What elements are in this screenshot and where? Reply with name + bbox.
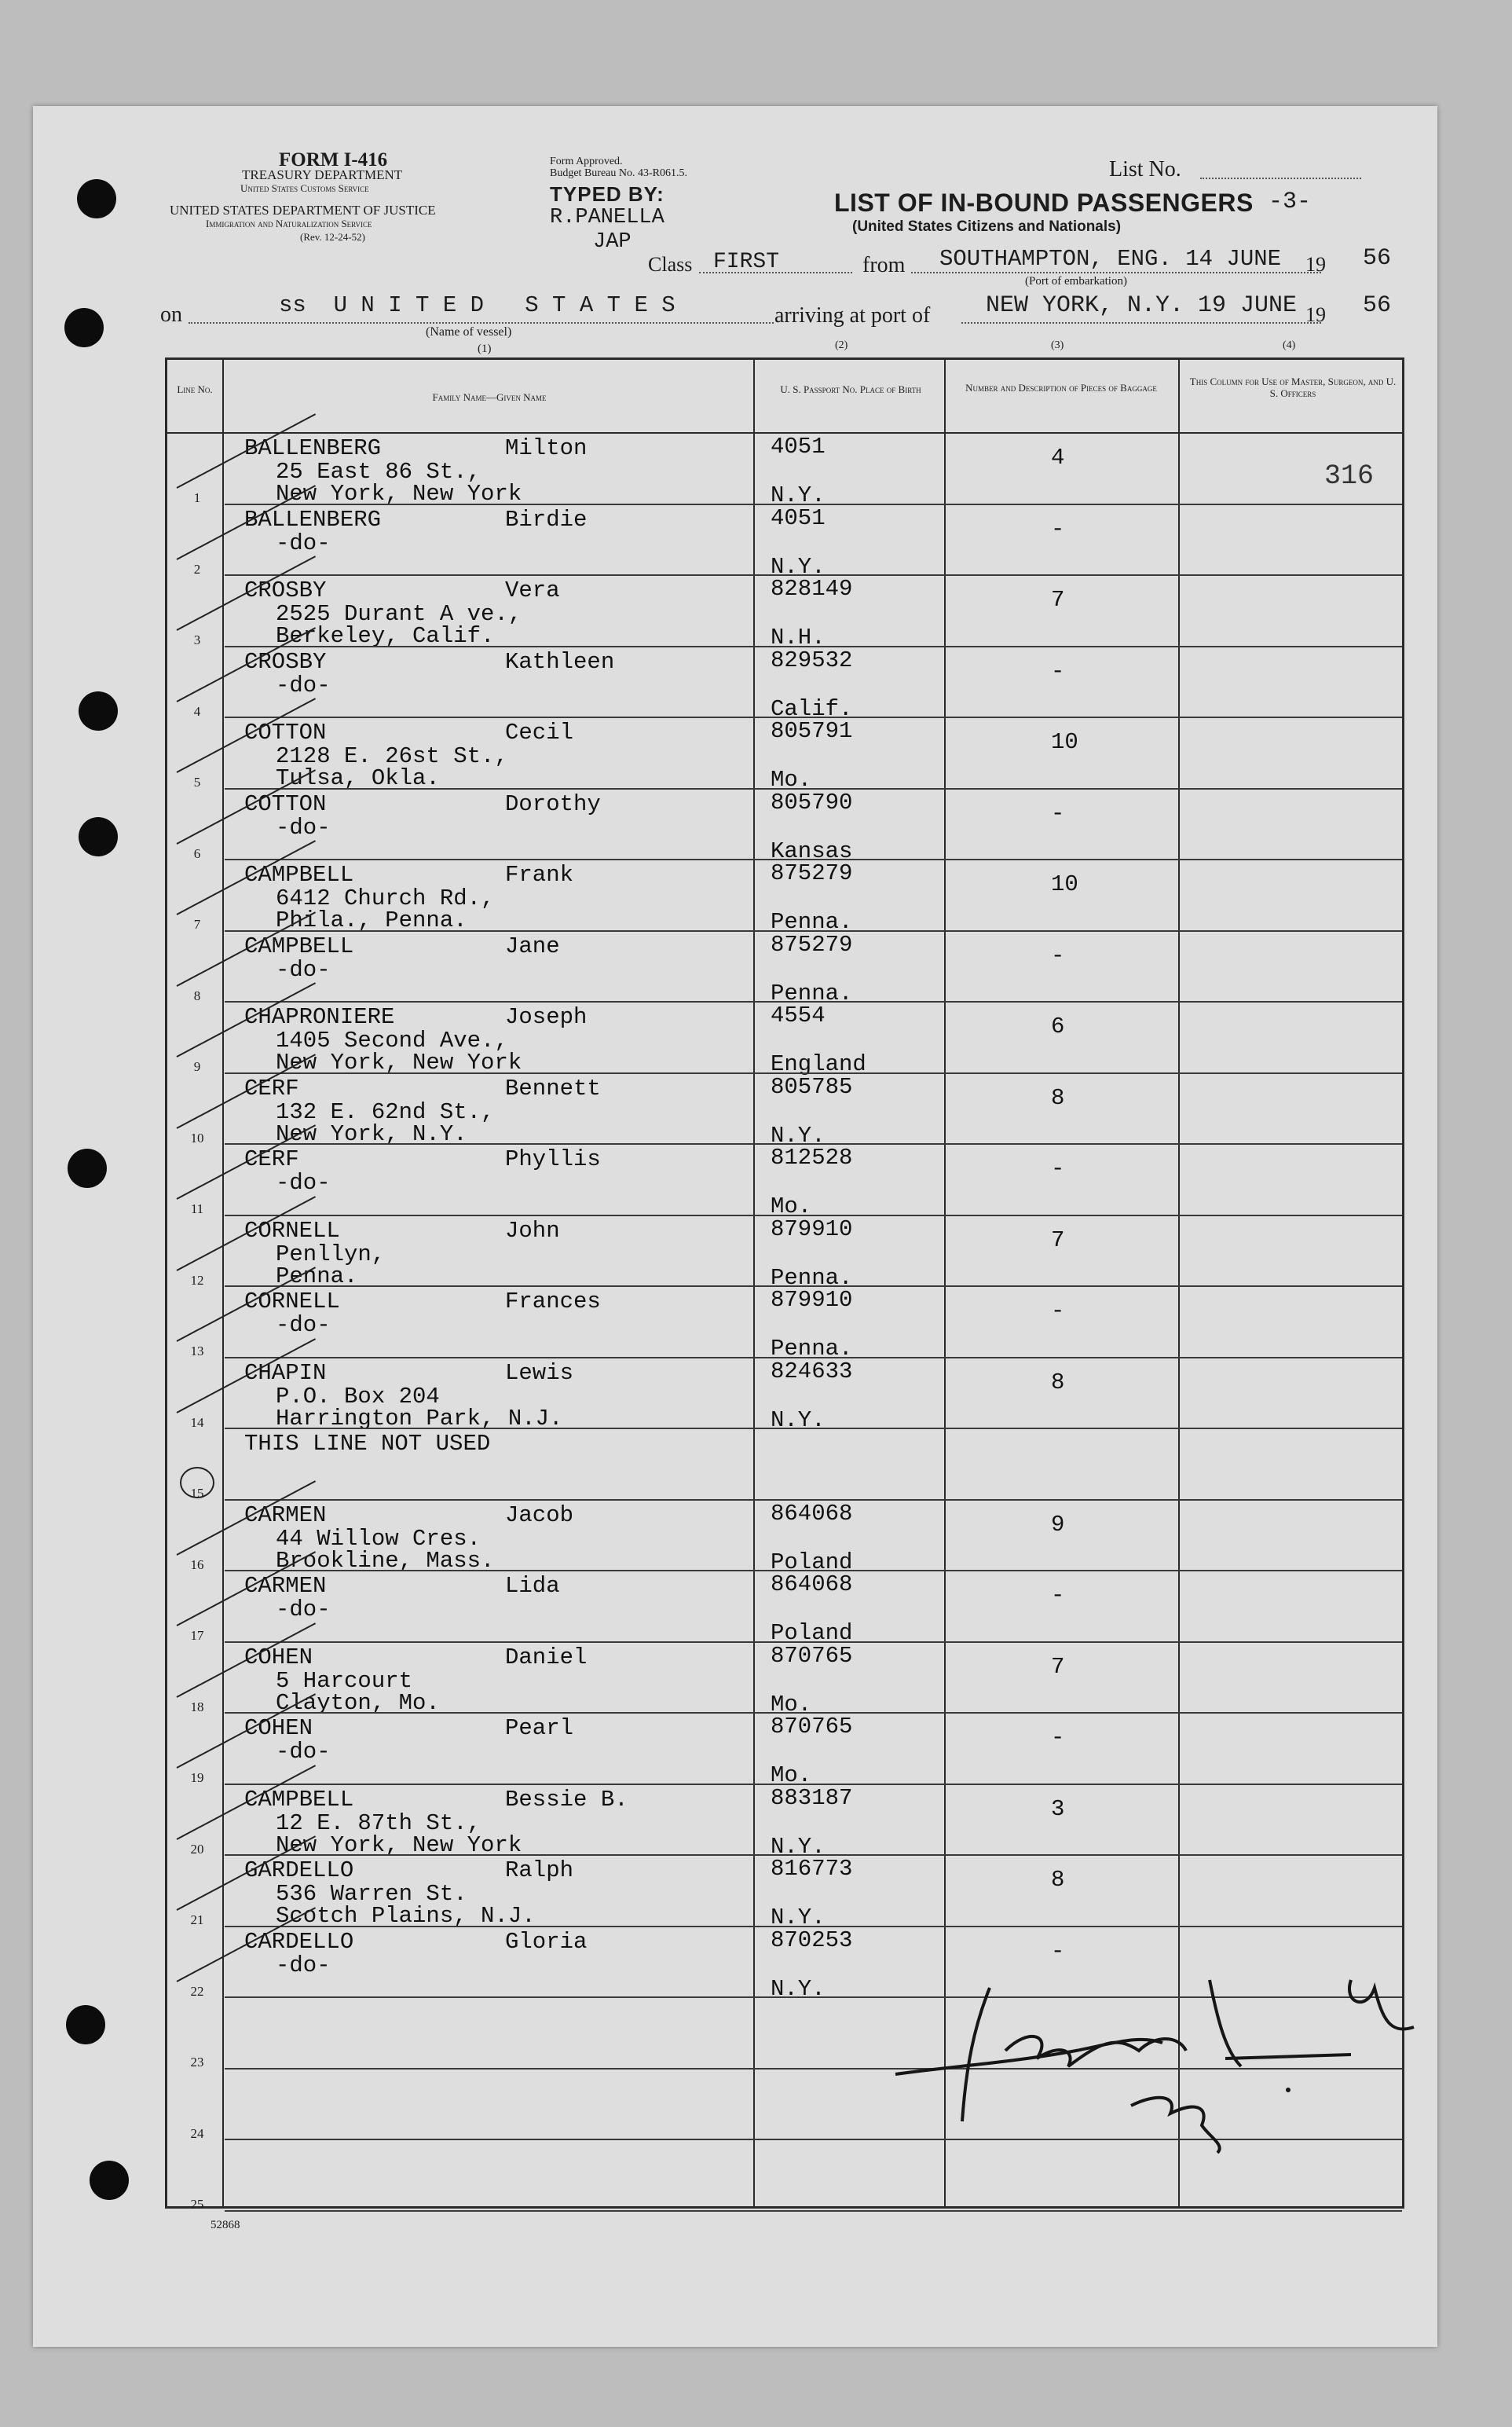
family-name: COTTON	[244, 790, 327, 817]
vessel-line	[189, 322, 774, 324]
baggage-count: 4	[1051, 445, 1065, 471]
class-value: FIRST	[713, 250, 780, 274]
line-number: 3	[193, 632, 201, 647]
family-name: COHEN	[244, 1644, 313, 1670]
place-of-birth: N.Y.	[771, 1406, 826, 1433]
embarkation-caption: (Port of embarkation)	[1025, 275, 1127, 288]
place-of-birth: Penna.	[771, 1336, 853, 1362]
header-passport: U. S. Passport No. Place of Birth	[780, 383, 921, 395]
address-line-1: 2128 E. 26st St.,	[276, 743, 508, 769]
table-row	[167, 1641, 1407, 1718]
address-line-1: 1405 Second Ave.,	[276, 1028, 508, 1054]
line-number: 24	[190, 2125, 204, 2141]
on-label: on	[160, 302, 182, 327]
place-of-birth: Kansas	[771, 838, 853, 864]
list-no-line	[1200, 178, 1361, 179]
passport-number: 870765	[771, 1714, 853, 1740]
form-approved: Form Approved.	[550, 156, 623, 167]
arrival-year: 56	[1363, 292, 1392, 319]
place-of-birth: N.Y.	[771, 553, 826, 580]
place-of-birth: N.Y.	[771, 1833, 826, 1860]
address-line-1: -do-	[276, 814, 331, 841]
line-number: 18	[190, 1699, 204, 1714]
table-row	[167, 1285, 1407, 1362]
place-of-birth: Calif.	[771, 695, 853, 722]
table-row	[167, 432, 1407, 508]
passport-number: 812528	[771, 1145, 853, 1171]
family-name: CORNELL	[244, 1217, 340, 1244]
baggage-count: 7	[1051, 1226, 1065, 1253]
place-of-birth: Poland	[771, 1620, 853, 1646]
page-number: -3-	[1269, 189, 1312, 215]
line-number: 12	[190, 1272, 204, 1288]
family-name: CAMPBELL	[244, 1786, 354, 1813]
passenger-table	[165, 339, 1404, 2212]
place-of-birth: Penna.	[771, 980, 853, 1006]
family-name: THIS LINE NOT USED	[244, 1431, 491, 1457]
address-line-1: 5 Harcourt	[276, 1667, 413, 1694]
list-no-label: List No.	[1109, 157, 1181, 181]
family-name: COHEN	[244, 1715, 313, 1741]
passport-number: 883187	[771, 1784, 853, 1811]
punch-hole	[79, 817, 118, 856]
table-row	[167, 1143, 1407, 1219]
family-name: CARMEN	[244, 1501, 327, 1528]
line-number: 4	[193, 703, 201, 719]
punch-hole	[90, 2161, 129, 2200]
line-number: 15	[190, 1486, 204, 1501]
given-name: Lida	[505, 1573, 560, 1599]
punch-hole	[64, 308, 104, 347]
address-line-1: -do-	[276, 1739, 331, 1765]
passport-number: 879910	[771, 1215, 853, 1242]
baggage-count: -	[1051, 1582, 1065, 1608]
baggage-count: -	[1051, 1298, 1065, 1324]
typed-by-initials: JAP	[593, 230, 632, 254]
line-number: 20	[190, 1841, 204, 1857]
table-row	[167, 1428, 1407, 1500]
baggage-count: -	[1051, 658, 1065, 684]
address-line-1: -do-	[276, 1312, 331, 1338]
family-name: CERF	[244, 1146, 299, 1172]
address-line-2: Clayton, Mo.	[276, 1689, 440, 1716]
passport-number: 864068	[771, 1500, 853, 1527]
address-line-1: -do-	[276, 1170, 331, 1196]
family-name: CHAPRONIERE	[244, 1004, 395, 1030]
place-of-birth: N.Y.	[771, 1975, 826, 2002]
dept-customs: United States Customs Service	[240, 182, 369, 194]
line-number: 8	[193, 988, 201, 1003]
place-of-birth: Mo.	[771, 1762, 812, 1788]
passport-number: 870765	[771, 1642, 853, 1669]
family-name: CHAPIN	[244, 1359, 327, 1386]
line-number: 16	[190, 1556, 204, 1572]
list-subtitle: (United States Citizens and Nationals)	[852, 218, 1122, 235]
place-of-birth: Penna.	[771, 909, 853, 935]
line-number: 7	[193, 917, 201, 932]
given-name: Joseph	[505, 1004, 588, 1030]
address-line-2: Penna.	[276, 1263, 358, 1289]
address-line-1: -do-	[276, 530, 331, 556]
address-line-1: 12 E. 87th St.,	[276, 1809, 481, 1836]
family-name: CROSBY	[244, 648, 327, 675]
table-row	[167, 859, 1407, 935]
given-name: Pearl	[505, 1715, 574, 1741]
dept-treasury: TREASURY DEPARTMENT	[242, 167, 403, 182]
line-number: 1	[193, 490, 201, 505]
line-number: 2	[193, 561, 201, 577]
arrival-value: NEW YORK, N.Y. 19 JUNE	[986, 292, 1298, 319]
passport-number: 828149	[771, 576, 853, 602]
passport-number: 864068	[771, 1571, 853, 1597]
baggage-count: -	[1051, 515, 1065, 542]
given-name: Ralph	[505, 1857, 574, 1883]
address-line-2: New York, New York	[276, 1050, 522, 1076]
footer-code: 52868	[211, 2219, 240, 2231]
arrival-line	[961, 322, 1321, 324]
address-line-2: Harrington Park, N.J.	[276, 1405, 563, 1432]
baggage-count: -	[1051, 1725, 1065, 1751]
vessel-column-number: (1)	[478, 343, 492, 355]
signature	[880, 1956, 1430, 2161]
place-of-birth: Penna.	[771, 1264, 853, 1291]
column-number-3: (3)	[1051, 339, 1064, 351]
passport-number: 829532	[771, 647, 853, 673]
baggage-count: -	[1051, 800, 1065, 827]
address-line-1: Penllyn,	[276, 1241, 386, 1267]
address-line-2: New York, New York	[276, 1831, 522, 1858]
table-row	[167, 1072, 1407, 1149]
line-circle	[180, 1467, 214, 1498]
baggage-count: 8	[1051, 1369, 1065, 1395]
line-number: 17	[190, 1628, 204, 1643]
embarkation-year-prefix: 19	[1305, 253, 1326, 276]
address-line-1: 6412 Church Rd.,	[276, 885, 495, 911]
line-number: 21	[190, 1912, 204, 1927]
place-of-birth: Mo.	[771, 1193, 812, 1219]
arriving-label: arriving at port of	[774, 303, 931, 328]
place-of-birth: Poland	[771, 1549, 853, 1575]
punch-hole	[79, 691, 118, 731]
family-name: CERF	[244, 1075, 299, 1102]
from-label: from	[862, 253, 906, 277]
list-title: LIST OF IN-BOUND PASSENGERS	[834, 189, 1254, 217]
address-line-2: Scotch Plains, N.J.	[276, 1903, 536, 1929]
baggage-count: 7	[1051, 1653, 1065, 1680]
place-of-birth: England	[771, 1051, 866, 1077]
given-name: Daniel	[505, 1644, 588, 1670]
given-name: Birdie	[505, 506, 588, 533]
table-row	[167, 930, 1407, 1006]
family-name: BALLENBERG	[244, 506, 382, 533]
baggage-count: 6	[1051, 1014, 1065, 1039]
passport-number: 4051	[771, 434, 826, 460]
given-name: Cecil	[505, 720, 574, 746]
line-number: 6	[193, 845, 201, 861]
given-name: John	[505, 1217, 560, 1244]
baggage-count: 10	[1051, 871, 1078, 897]
table-row	[167, 1357, 1407, 1433]
address-line-1: -do-	[276, 1597, 331, 1622]
given-name: Lewis	[505, 1359, 574, 1386]
passport-number: 805791	[771, 718, 853, 744]
class-line	[699, 272, 852, 273]
line-number: 23	[190, 2055, 204, 2070]
header-line-no: Line No.	[177, 383, 213, 395]
officer-note: 316	[1324, 460, 1375, 492]
address-line-2: Tulsa, Okla.	[276, 765, 440, 791]
baggage-count: 7	[1051, 587, 1065, 613]
table-row	[167, 1784, 1407, 1860]
family-name: CARDELLO	[244, 1928, 354, 1955]
given-name: Frank	[505, 862, 574, 888]
address-line-2: Berkeley, Calif.	[276, 623, 495, 649]
table-row	[167, 646, 1407, 722]
passport-number: 879910	[771, 1287, 853, 1313]
line-number: 19	[190, 1770, 204, 1785]
baggage-count: 8	[1051, 1867, 1065, 1893]
vessel-name: ss U N I T E D S T A T E S	[279, 292, 675, 318]
dept-immigration: Immigration and Naturalization Service	[206, 218, 372, 229]
family-name: CAMPBELL	[244, 862, 354, 888]
embarkation-line	[911, 272, 1321, 273]
vessel-caption: (Name of vessel)	[426, 325, 512, 339]
budget-bureau: Budget Bureau No. 43-R061.5.	[550, 167, 687, 179]
embarkation-value: SOUTHAMPTON, ENG. 14 JUNE	[939, 246, 1282, 272]
address-line-1: 132 E. 62nd St.,	[276, 1098, 495, 1125]
address-line-2: New York, N.Y.	[276, 1120, 467, 1147]
form-revision: (Rev. 12-24-52)	[300, 231, 365, 243]
column-number-2: (2)	[835, 339, 848, 351]
table-row	[167, 1570, 1407, 1646]
family-name: BALLENBERG	[244, 435, 382, 461]
baggage-count: 3	[1051, 1795, 1065, 1822]
family-name: CAMPBELL	[244, 933, 354, 959]
address-line-1: 536 Warren St.	[276, 1881, 467, 1907]
given-name: Kathleen	[505, 648, 615, 675]
dept-justice: UNITED STATES DEPARTMENT OF JUSTICE	[170, 203, 436, 218]
row-divider	[225, 2210, 1402, 2212]
passport-number: 870253	[771, 1927, 853, 1953]
typed-by-label: TYPED BY:	[550, 182, 664, 206]
arrival-year-prefix: 19	[1305, 303, 1326, 326]
given-name: Bennett	[505, 1075, 601, 1102]
line-number: 25	[190, 2197, 204, 2212]
table-row	[167, 504, 1407, 580]
baggage-count: -	[1051, 1156, 1065, 1182]
family-name: COTTON	[244, 720, 327, 746]
line-number: 11	[190, 1201, 204, 1216]
line-number: 10	[190, 1130, 204, 1146]
baggage-count: -	[1051, 1938, 1065, 1964]
table-row	[167, 1499, 1407, 1575]
line-number: 9	[193, 1059, 201, 1074]
place-of-birth: N.Y.	[771, 482, 826, 508]
header-name: Family Name—Given Name	[432, 391, 547, 403]
given-name: Phyllis	[505, 1146, 601, 1172]
table-row	[167, 1001, 1407, 1077]
punch-hole	[77, 179, 116, 218]
passport-number: 4051	[771, 504, 826, 531]
address-line-1: 25 East 86 St.,	[276, 459, 481, 485]
baggage-count: -	[1051, 942, 1065, 969]
given-name: Jane	[505, 933, 560, 959]
punch-hole	[66, 2005, 105, 2044]
table-row	[167, 717, 1407, 793]
passport-number: 4554	[771, 1003, 826, 1028]
column-number-4: (4)	[1283, 339, 1296, 351]
address-line-2: Brookline, Mass.	[276, 1547, 495, 1574]
address-line-1: 44 Willow Cres.	[276, 1525, 481, 1552]
address-line-1: 2525 Durant A ve.,	[276, 601, 522, 627]
place-of-birth: Mo.	[771, 1691, 812, 1718]
address-line-1: P.O. Box 204	[276, 1383, 440, 1410]
given-name: Vera	[505, 577, 560, 603]
passport-number: 875279	[771, 931, 853, 958]
header-baggage: Number and Description of Pieces of Baggage	[965, 382, 1157, 394]
class-label: Class	[648, 253, 693, 276]
line-number: 22	[190, 1983, 204, 1999]
table-row	[167, 1854, 1407, 1930]
given-name: Frances	[505, 1289, 601, 1314]
place-of-birth: Mo.	[771, 767, 812, 793]
baggage-count: 10	[1051, 729, 1078, 755]
header-officers: This Column for Use of Master, Surgeon, and U. S. Officers	[1189, 376, 1397, 399]
baggage-count: 8	[1051, 1084, 1065, 1111]
family-name: CARMEN	[244, 1573, 327, 1599]
family-name: CROSBY	[244, 577, 327, 603]
address-line-2: New York, New York	[276, 481, 522, 507]
embarkation-year: 56	[1363, 245, 1392, 272]
given-name: Dorothy	[505, 790, 601, 817]
baggage-count: 9	[1051, 1511, 1065, 1538]
passport-number: 824633	[771, 1358, 853, 1384]
address-line-2: Phila., Penna.	[276, 907, 467, 933]
passport-number: 805790	[771, 789, 853, 816]
given-name: Milton	[505, 435, 588, 461]
passport-number: 875279	[771, 860, 853, 886]
table-row	[167, 788, 1407, 864]
form-number: FORM I-416	[279, 149, 388, 170]
place-of-birth: N.Y.	[771, 1122, 826, 1149]
family-name: GARDELLO	[244, 1857, 354, 1883]
given-name: Jacob	[505, 1501, 574, 1528]
table-row	[167, 574, 1407, 651]
typed-by-name: R.PANELLA	[550, 206, 664, 229]
address-line-1: -do-	[276, 672, 331, 698]
given-name: Gloria	[505, 1928, 588, 1955]
passport-number: 816773	[771, 1856, 853, 1882]
passport-number: 805785	[771, 1073, 853, 1100]
place-of-birth: N.Y.	[771, 1905, 826, 1930]
line-number: 14	[190, 1414, 204, 1430]
table-row	[167, 1712, 1407, 1788]
address-line-1: -do-	[276, 1952, 331, 1978]
place-of-birth: N.H.	[771, 625, 826, 651]
line-number: 5	[193, 775, 201, 790]
table-row	[167, 1215, 1407, 1291]
address-line-1: -do-	[276, 956, 331, 983]
given-name: Bessie B.	[505, 1786, 628, 1813]
punch-hole	[68, 1149, 107, 1188]
family-name: CORNELL	[244, 1289, 340, 1314]
line-number: 13	[190, 1344, 204, 1358]
